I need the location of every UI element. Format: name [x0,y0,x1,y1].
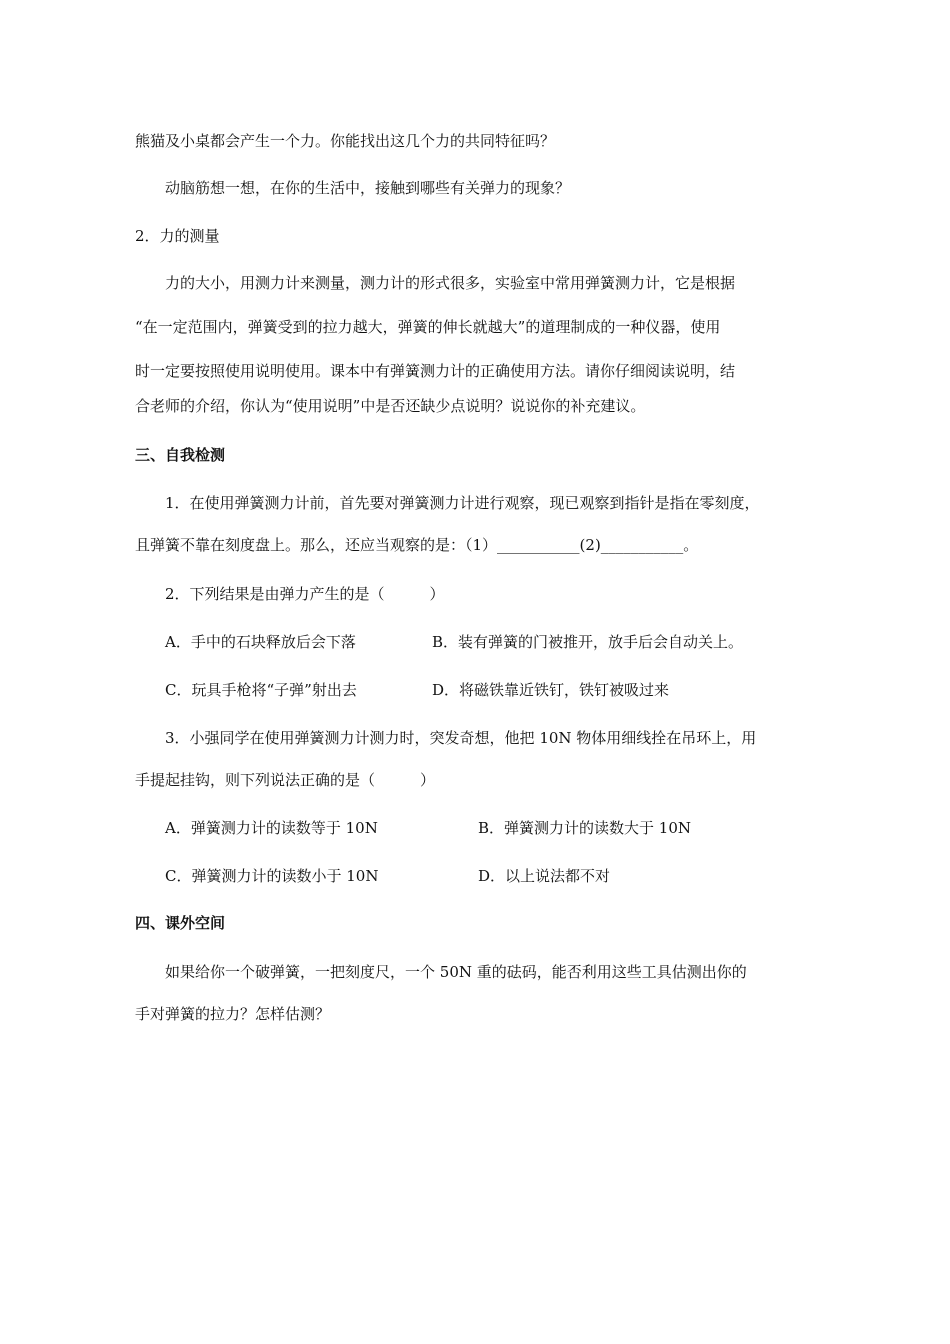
paragraph-line: “在一定范围内，弹簧受到的拉力越大，弹簧的伸长就越大”的道理制成的一种仪器，使用 [135,318,721,336]
paragraph-line: 合老师的介绍，你认为“使用说明”中是否还缺少点说明？说说你的补充建议。 [135,397,646,415]
paragraph-line: 动脑筋想一想，在你的生活中，接触到哪些有关弹力的现象？ [165,179,571,197]
section-heading: 三、自我检测 [135,446,226,464]
section-title: 2．力的测量 [135,227,220,245]
option-a: A．手中的石块释放后会下落 [165,633,356,651]
paragraph-line: 手对弹簧的拉力？怎样估测？ [135,1005,331,1023]
option-d: D．将磁铁靠近铁钉，铁钉被吸过来 [432,681,670,699]
section-heading: 四、课外空间 [135,914,226,932]
option-b: B．弹簧测力计的读数大于 10N [478,819,692,837]
paragraph-line: 熊猫及小桌都会产生一个力。你能找出这几个力的共同特征吗？ [135,132,556,150]
question-line: 且弹簧不靠在刻度盘上。那么，还应当观察的是：（1）___________(2)___________。 [135,536,699,554]
option-c: C．弹簧测力计的读数小于 10N [165,867,379,885]
paragraph-line: 时一定要按照使用说明使用。课本中有弹簧测力计的正确使用方法。请你仔细阅读说明，结 [135,362,736,380]
question-stem: 2．下列结果是由弹力产生的是（ ） [165,585,445,603]
paragraph-line: 力的大小，用测力计来测量，测力计的形式很多，实验室中常用弹簧测力计，它是根据 [165,274,736,292]
option-row [165,866,825,886]
option-row [165,818,825,838]
option-b: B．装有弹簧的门被推开，放手后会自动关上。 [432,633,744,651]
option-row [165,632,825,652]
option-a: A．弹簧测力计的读数等于 10N [165,819,378,837]
question-stem: 手提起挂钩，则下列说法正确的是（ ） [135,771,436,789]
option-c: C．玩具手枪将“子弹”射出去 [165,681,357,699]
option-d: D．以上说法都不对 [478,867,611,885]
question-stem: 3．小强同学在使用弹簧测力计测力时，突发奇想，他把 10N 物体用细线拴在吊环上，用 [165,729,757,747]
paragraph-line: 如果给你一个破弹簧，一把刻度尺，一个 50N 重的砝码，能否利用这些工具估测出你的 [165,963,747,981]
option-row [165,680,825,700]
question-line: 1．在使用弹簧测力计前，首先要对弹簧测力计进行观察，现已观察到指针是指在零刻度， [165,494,760,512]
